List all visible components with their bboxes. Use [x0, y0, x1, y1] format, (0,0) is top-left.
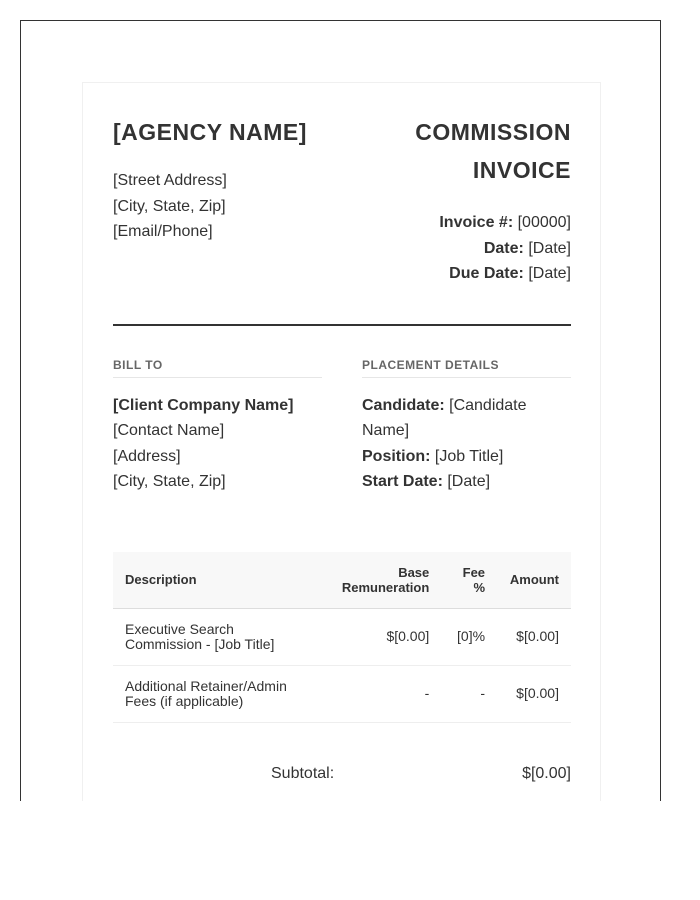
bill-to-body: [113, 393, 322, 495]
invoice-number: [351, 210, 571, 236]
subtotal-label: Subtotal:: [271, 764, 335, 782]
candidate-line: [362, 393, 571, 444]
bill-to-section: [113, 358, 322, 495]
position-label: Position:: [362, 447, 431, 465]
row-base: $[0.00]: [310, 608, 441, 665]
position-line: [362, 444, 571, 470]
invoice-due-date: [351, 261, 571, 287]
row-fee: -: [441, 665, 497, 722]
invoice-content: [113, 113, 571, 795]
agency-address: [113, 168, 323, 245]
fee-percent-header: Fee %: [441, 552, 497, 609]
invoice-number-value: [00000]: [517, 214, 571, 231]
row-description: Executive Search Commission - [Job Title]: [113, 608, 310, 665]
invoice-header: [113, 113, 571, 287]
start-date-value: [Date]: [447, 473, 491, 490]
candidate-label: Candidate:: [362, 396, 445, 414]
description-header: Description: [113, 552, 310, 609]
position-value: [Job Title]: [434, 447, 504, 465]
row-fee: [0]%: [441, 608, 497, 665]
invoice-due-label: Due Date:: [449, 265, 524, 282]
table-row: [113, 608, 571, 665]
invoice-number-label: Invoice #:: [439, 214, 514, 231]
row-description: Additional Retainer/Admin Fees (if applicable): [113, 665, 310, 722]
invoice-meta: [351, 210, 571, 287]
base-remuneration-header: Base Remuneration: [310, 552, 441, 609]
bill-to-heading: BILL TO: [113, 358, 322, 378]
invoice-date-label: Date:: [483, 239, 524, 257]
agency-contact: [Email/Phone]: [113, 223, 213, 240]
agency-name: [AGENCY NAME]: [113, 119, 307, 145]
candidate-value: [Candidate Name]: [362, 396, 527, 439]
client-contact: [Contact Name]: [113, 422, 225, 439]
table-header-row: [113, 552, 571, 609]
amount-header: Amount: [497, 552, 571, 609]
invoice-due-value: [Date]: [528, 265, 571, 282]
row-amount: $[0.00]: [497, 665, 571, 722]
client-address: [Address]: [113, 447, 181, 465]
header-divider: [113, 324, 571, 326]
table-row: [113, 665, 571, 722]
client-city: [City, State, Zip]: [113, 473, 226, 490]
agency-city: [City, State, Zip]: [113, 197, 226, 215]
invoice-title: COMMISSION INVOICE: [415, 119, 571, 183]
agency-block: [113, 113, 323, 245]
start-date-line: [362, 469, 571, 495]
placement-heading: PLACEMENT DETAILS: [362, 358, 571, 378]
placement-section: [362, 358, 571, 495]
row-amount: $[0.00]: [497, 608, 571, 665]
agency-street: [Street Address]: [113, 172, 227, 189]
invoice-page: [82, 82, 601, 801]
invoice-date-value: [Date]: [528, 239, 571, 257]
subtotal-value: $[0.00]: [522, 764, 571, 782]
summary-section: [113, 765, 571, 795]
line-items-table: [113, 552, 571, 723]
invoice-block: [351, 113, 571, 287]
row-base: -: [310, 665, 441, 722]
placement-body: [362, 393, 571, 495]
invoice-date: [351, 236, 571, 262]
document-viewport: [20, 20, 661, 801]
parties-section: [113, 358, 571, 495]
start-date-label: Start Date:: [362, 473, 443, 490]
client-company: [Client Company Name]: [113, 396, 294, 414]
